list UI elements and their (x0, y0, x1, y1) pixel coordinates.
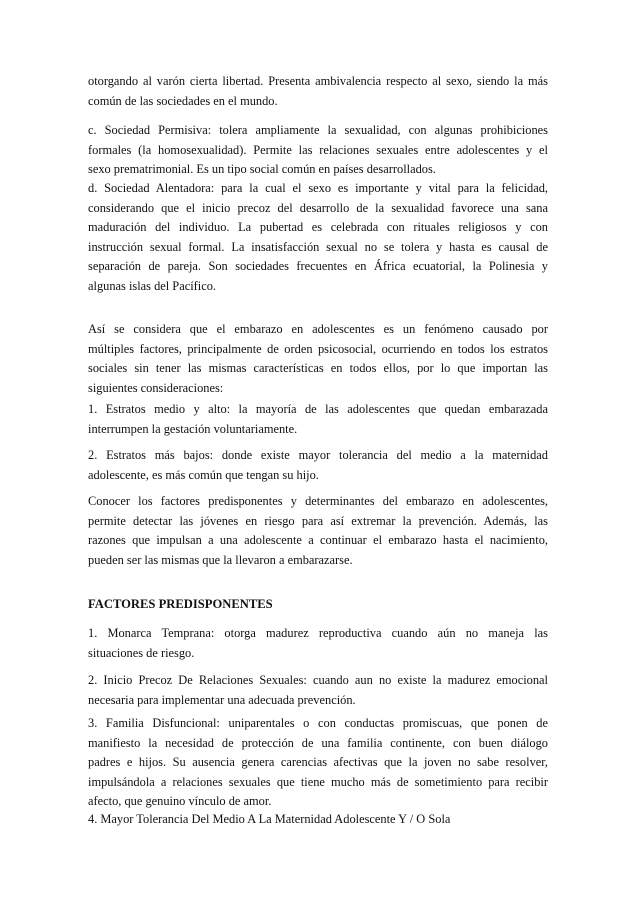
text-line: 2. Estratos más bajos: donde existe mayor tolerancia del medio a la maternidad (88, 448, 548, 462)
text-line: adolescente, es más común que tengan su hijo. (88, 467, 319, 482)
text-line: c. Sociedad Permisiva: tolera ampliamente la sexualidad, con algunas prohibiciones (88, 123, 548, 137)
paragraph-monarca-temprana (88, 624, 548, 663)
paragraph-conocer-factores (88, 492, 548, 570)
text-line: 3. Familia Disfuncional: uniparentales o con conductas promiscuas, que ponen de (88, 716, 548, 730)
text-line: impulsándola a relaciones sexuales que tiene mucho más de sometimiento para recibir (88, 774, 548, 789)
text-line: padres e hijos. Su ausencia genera carencias afectivas que la joven no sabe resolver, (88, 755, 548, 770)
text-line: necesaria para implementar una adecuada prevención. (88, 692, 356, 707)
text-line: maduración del individuo. La pubertad es celebrada con rituales religiosos y con (88, 220, 548, 235)
text-line: afecto, que genuino vínculo de amor. (88, 794, 272, 809)
text-line: 2. Inicio Precoz De Relaciones Sexuales: cuando aun no existe la madurez emocional (88, 673, 548, 687)
text-line: siguientes consideraciones: (88, 380, 224, 395)
text-line: manifiesto la necesidad de protección de una familia continente, con buen diálogo (88, 735, 548, 750)
paragraph-sociedad-alentadora (88, 179, 548, 297)
text-line: 1. Estratos medio y alto: la mayoría de las adolescentes que quedan embarazada (88, 402, 548, 416)
text-line: sexo prematrimonial. Es un tipo social común en países desarrollados. (88, 162, 436, 177)
paragraph-sociedad-ambivalente (88, 72, 548, 111)
paragraph-mayor-tolerancia (88, 810, 548, 830)
text-line: permite detectar las jóvenes en riesgo para así extremar la prevención. Además, las (88, 513, 548, 528)
text-line: algunas islas del Pacífico. (88, 278, 217, 293)
text-line: Así se considera que el embarazo en adolescentes es un fenómeno causado por (88, 322, 548, 336)
paragraph-sociedad-permisiva (88, 121, 548, 180)
text-line: considerando que el inicio precoz del desarrollo de la sexualidad favorece una sana (88, 200, 548, 215)
text-line: Conocer los factores predisponentes y determinantes del embarazo en adolescentes, (88, 494, 548, 508)
text-line: sociales sin tener las mismas características en todos ellos, por lo que importan las (88, 361, 548, 376)
section-heading: FACTORES PREDISPONENTES (88, 597, 273, 611)
text-line: 1. Monarca Temprana: otorga madurez reproductiva cuando aún no maneja las (88, 626, 548, 640)
text-line: formales (la homosexualidad). Permite las relaciones sexuales entre adolescentes y el (88, 142, 548, 157)
text-line: interrumpen la gestación voluntariamente. (88, 421, 298, 436)
text-line: otorgando al varón cierta libertad. Presenta ambivalencia respecto al sexo, siendo la más (88, 74, 548, 88)
paragraph-consideraciones (88, 320, 548, 398)
paragraph-estratos-bajos (88, 446, 548, 485)
text-line: pueden ser las mismas que la llevaron a embarazarse. (88, 552, 353, 567)
text-line: separación de pareja. Son sociedades frecuentes en África ecuatorial, la Polinesia y (88, 259, 548, 274)
text-line: d. Sociedad Alentadora: para la cual el sexo es importante y vital para la felicidad, (88, 181, 548, 195)
text-line: múltiples factores, principalmente de orden psicosocial, ocurriendo en todos los estratos (88, 341, 548, 356)
paragraph-inicio-precoz (88, 671, 548, 710)
text-line: común de las sociedades en el mundo. (88, 93, 278, 108)
text-line: situaciones de riesgo. (88, 645, 195, 660)
text-line: instrucción sexual formal. La insatisfacción sexual no se tolera y hasta es causal de (88, 239, 548, 254)
text-line: razones que impulsan a una adolescente a continuar el embarazo hasta el nacimiento, (88, 533, 548, 548)
paragraph-familia-disfuncional (88, 714, 548, 812)
text-line: 4. Mayor Tolerancia Del Medio A La Maternidad Adolescente Y / O Sola (88, 812, 451, 826)
paragraph-estratos-medio-alto (88, 400, 548, 439)
